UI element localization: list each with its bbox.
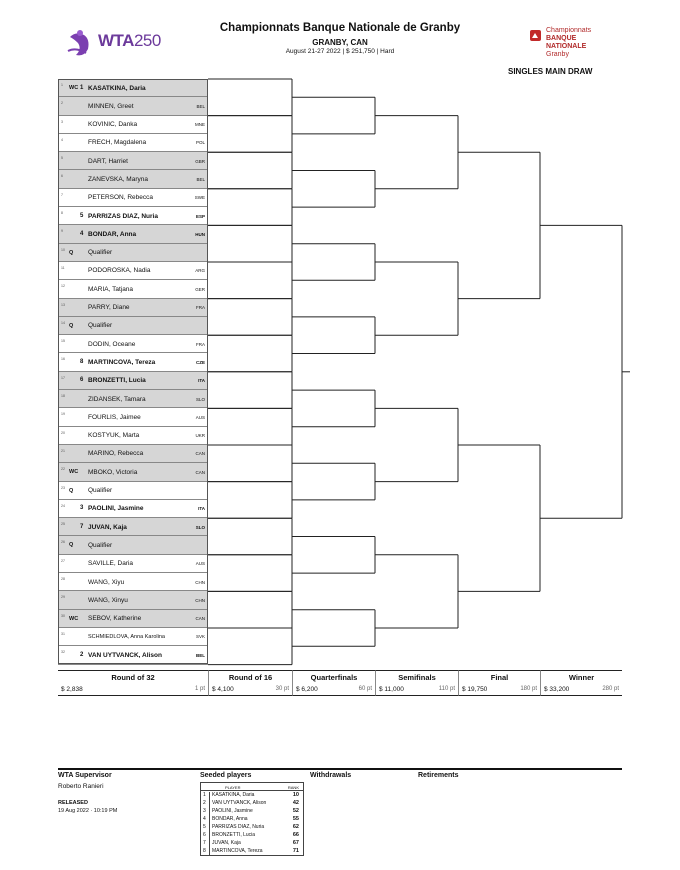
seed-row <box>201 839 303 847</box>
wta-logo-text: WTA250 <box>98 31 161 50</box>
draw-position: 22 <box>61 467 65 472</box>
prize-cell <box>540 670 622 696</box>
supervisor-label: WTA Supervisor <box>58 772 112 779</box>
player-name: PAOLINI, Jasmine <box>88 505 144 513</box>
nationality: SLO <box>195 524 205 530</box>
draw-position: 10 <box>61 247 65 252</box>
draw-position: 15 <box>61 339 65 344</box>
player-name: VAN UYTVANCK, Alison <box>88 651 162 659</box>
seed-position: 5 <box>203 824 210 832</box>
entry-status: Q <box>69 249 74 256</box>
draw-position: 30 <box>61 613 65 618</box>
entry-status: Q <box>69 487 74 494</box>
seed-player: PAOLINI, Jasmine <box>212 808 253 814</box>
draw-position: 31 <box>61 631 65 636</box>
round-label: Round of 32 <box>111 673 155 682</box>
nationality: AUS <box>195 414 205 420</box>
seed-row <box>201 847 303 855</box>
prize-cell <box>208 670 292 696</box>
draw-position: 3 <box>61 119 63 124</box>
seed-number: 4 <box>80 230 84 237</box>
tournament-title: Championnats Banque Nationale de Granby <box>219 22 461 34</box>
draw-position: 11 <box>61 265 65 270</box>
entry-status: WC <box>69 85 79 91</box>
seed-player: PARRIZAS DIAZ, Nuria <box>212 824 265 830</box>
seed-rank: 55 <box>292 815 299 822</box>
nationality: GBR <box>195 158 205 164</box>
seed-number: 3 <box>80 505 84 512</box>
player-name: MARTINCOVA, Tereza <box>88 358 156 366</box>
nationality: SWE <box>194 195 205 201</box>
seed-rank: 71 <box>292 847 299 854</box>
draw-position: 19 <box>61 412 65 417</box>
draw-position: 6 <box>61 174 63 179</box>
player-name: MINNEN, Greet <box>88 102 134 110</box>
seed-rank: 67 <box>292 839 299 846</box>
prize-amount: $ 6,200 <box>296 686 318 693</box>
draw-title: SINGLES MAIN DRAW <box>508 67 593 76</box>
seed-number: 2 <box>80 651 84 658</box>
seed-head-rank: RANK <box>287 785 299 790</box>
player-name: MBOKO, Victoria <box>88 468 138 476</box>
prize-amount: $ 19,750 <box>462 686 488 693</box>
player-name: Qualifier <box>88 541 113 549</box>
seed-rank: 62 <box>292 823 299 830</box>
player-name: Qualifier <box>88 487 113 495</box>
nationality: BEL <box>196 103 205 109</box>
draw-position: 24 <box>61 503 65 508</box>
seed-row <box>201 815 303 823</box>
nationality: BEL <box>196 176 205 182</box>
seed-player: BRONZETTI, Lucia <box>212 832 256 838</box>
ranking-points: 110 pt <box>438 686 455 692</box>
prize-amount: $ 11,000 <box>379 686 404 693</box>
nationality: ITA <box>198 378 205 384</box>
seed-row <box>201 791 303 799</box>
round-label: Semifinals <box>398 673 436 682</box>
player-name: FRECH, Magdalena <box>88 139 147 147</box>
draw-position: 18 <box>61 394 65 399</box>
released-label: RELEASED <box>58 800 88 806</box>
player-name: KOVINIC, Danka <box>88 121 138 129</box>
seed-table <box>200 782 304 856</box>
nationality: ARG <box>195 268 205 274</box>
draw-position: 26 <box>61 540 65 545</box>
player-name: MARINO, Rebecca <box>88 450 144 458</box>
nationality: MNE <box>195 122 205 128</box>
draw-position: 9 <box>61 229 63 234</box>
round-label: Quarterfinals <box>310 673 358 682</box>
seed-player: KASATKINA, Daria <box>212 792 255 798</box>
prize-amount: $ 33,200 <box>544 686 570 693</box>
player-name: WANG, Xiyu <box>88 578 125 586</box>
seed-player: BONDAR, Anna <box>212 816 248 822</box>
ranking-points: 60 pt <box>358 686 372 692</box>
seed-position: 7 <box>203 840 210 848</box>
seed-player: VAN UYTVANCK, Alison <box>212 800 267 806</box>
seed-rank: 10 <box>292 791 299 798</box>
seed-rank: 42 <box>292 799 299 806</box>
seed-number: 5 <box>80 212 84 219</box>
tournament-city: GRANBY, CAN <box>312 38 368 47</box>
seed-row <box>201 823 303 831</box>
seeded-label: Seeded players <box>200 772 252 779</box>
nationality: SLO <box>195 396 205 402</box>
draw-position: 17 <box>61 375 65 380</box>
entry-status: Q <box>69 322 74 329</box>
nationality: POL <box>195 140 205 146</box>
round-label: Round of 16 <box>228 673 273 682</box>
player-name: PARRIZAS DIAZ, Nuria <box>88 212 158 220</box>
prize-cell <box>58 670 208 696</box>
player-name: MARIA, Tatjana <box>88 285 134 293</box>
nationality: CHN <box>195 597 205 603</box>
draw-position: 20 <box>61 430 65 435</box>
entry-status: Q <box>69 542 74 549</box>
prize-amount: $ 2,838 <box>61 686 83 693</box>
nationality: FRA <box>196 341 205 347</box>
nationality: GER <box>195 286 205 292</box>
seed-number: 1 <box>80 84 84 91</box>
seed-rank: 52 <box>292 807 299 814</box>
entry-status: WC <box>69 615 79 622</box>
draw-position: 14 <box>61 320 65 325</box>
player-name: PETERSON, Rebecca <box>88 194 154 202</box>
seed-position: 4 <box>203 816 210 824</box>
player-name: BONDAR, Anna <box>88 230 137 238</box>
seed-position: 3 <box>203 808 210 816</box>
draw-position: 16 <box>61 357 65 362</box>
draw-position: 1 <box>61 83 63 87</box>
player-name: DART, Harriet <box>88 157 128 165</box>
player-name: SCHMIEDLOVA, Anna Karolina <box>88 633 165 640</box>
seed-row <box>201 799 303 807</box>
draw-position: 27 <box>61 558 65 563</box>
draw-position: 4 <box>61 137 63 142</box>
prize-cell <box>375 670 458 696</box>
draw-position: 21 <box>61 448 65 453</box>
player-name: DODIN, Oceane <box>88 340 136 348</box>
player-name: Qualifier <box>88 322 113 330</box>
player-name: KASATKINA, Daria <box>88 84 146 92</box>
nationality: SVK <box>195 634 205 640</box>
nationality: CHN <box>195 579 205 585</box>
draw-position: 8 <box>61 211 63 216</box>
draw-position: 13 <box>61 302 65 307</box>
player-name: JUVAN, Kaja <box>88 523 127 531</box>
draw-position: 23 <box>61 485 65 490</box>
seed-number: 7 <box>80 523 84 530</box>
seed-row <box>201 831 303 839</box>
player-name: KOSTYUK, Marta <box>88 432 140 440</box>
nationality: ESP <box>195 213 205 219</box>
nationality: CAN <box>195 451 205 457</box>
draw-position: 5 <box>61 156 63 161</box>
nationality: CZE <box>196 359 205 365</box>
seed-position: 1 <box>203 792 210 800</box>
player-name: ZIDANSEK, Tamara <box>88 395 146 403</box>
tournament-info: August 21-27 2022 | $ 251,750 | Hard <box>285 48 395 55</box>
round-label: Final <box>490 673 509 682</box>
seed-number: 8 <box>80 358 84 365</box>
released-date: 19 Aug 2022 · 10:19 PM <box>58 808 118 814</box>
prize-amount: $ 4,100 <box>212 686 234 693</box>
ranking-points: 1 pt <box>194 686 205 692</box>
nationality: HUN <box>195 231 205 237</box>
withdrawals-label: Withdrawals <box>310 772 352 779</box>
seed-row <box>201 807 303 815</box>
nationality: FRA <box>196 305 205 311</box>
sponsor-logo-text: Championnats BANQUE NATIONALE Granby <box>546 27 592 58</box>
round-label: Winner <box>568 673 595 682</box>
seed-table-header <box>201 783 303 791</box>
player-name: FOURLIS, Jaimee <box>88 413 141 421</box>
seed-position: 2 <box>203 800 210 808</box>
draw-position: 29 <box>61 595 65 600</box>
player-name: SEBOV, Katherine <box>88 615 142 623</box>
player-name: BRONZETTI, Lucia <box>88 377 146 385</box>
seed-rank: 66 <box>292 831 299 838</box>
seed-player: JUVAN, Kaja <box>212 840 241 846</box>
player-name: ZANEVSKA, Maryna <box>88 175 148 183</box>
player-name: Qualifier <box>88 249 113 257</box>
seed-position: 8 <box>203 848 210 856</box>
draw-position: 32 <box>61 650 65 655</box>
player-name: WANG, Xinyu <box>88 596 128 604</box>
ranking-points: 180 pt <box>520 686 537 692</box>
ranking-points: 30 pt <box>275 686 289 692</box>
draw-position: 7 <box>61 192 63 197</box>
draw-position: 25 <box>61 522 65 527</box>
seed-number: 6 <box>80 377 84 384</box>
entry-status: WC <box>69 469 79 476</box>
player-name: SAVILLE, Daria <box>88 560 134 568</box>
ranking-points: 280 pt <box>602 686 619 692</box>
nationality: AUS <box>195 561 205 567</box>
nationality: UKR <box>195 433 205 439</box>
prize-cell <box>292 670 375 696</box>
seed-head-player: PLAYER <box>225 785 241 790</box>
seed-position: 6 <box>203 832 210 840</box>
draw-position: 12 <box>61 284 65 289</box>
retirements-label: Retirements <box>418 772 459 779</box>
supervisor-name: Roberto Ranieri <box>58 783 104 790</box>
nationality: ITA <box>198 506 205 512</box>
nationality: CAN <box>195 616 205 622</box>
player-name: PARRY, Diane <box>88 304 130 312</box>
draw-position: 28 <box>61 577 65 582</box>
draw-position: 2 <box>61 101 63 106</box>
nationality: BEL <box>196 652 205 658</box>
seed-player: MARTINCOVA, Tereza <box>212 848 263 854</box>
nationality: CAN <box>195 469 205 475</box>
footer-divider <box>58 768 622 770</box>
prize-cell <box>458 670 540 696</box>
player-name: PODOROSKA, Nadia <box>88 267 151 275</box>
